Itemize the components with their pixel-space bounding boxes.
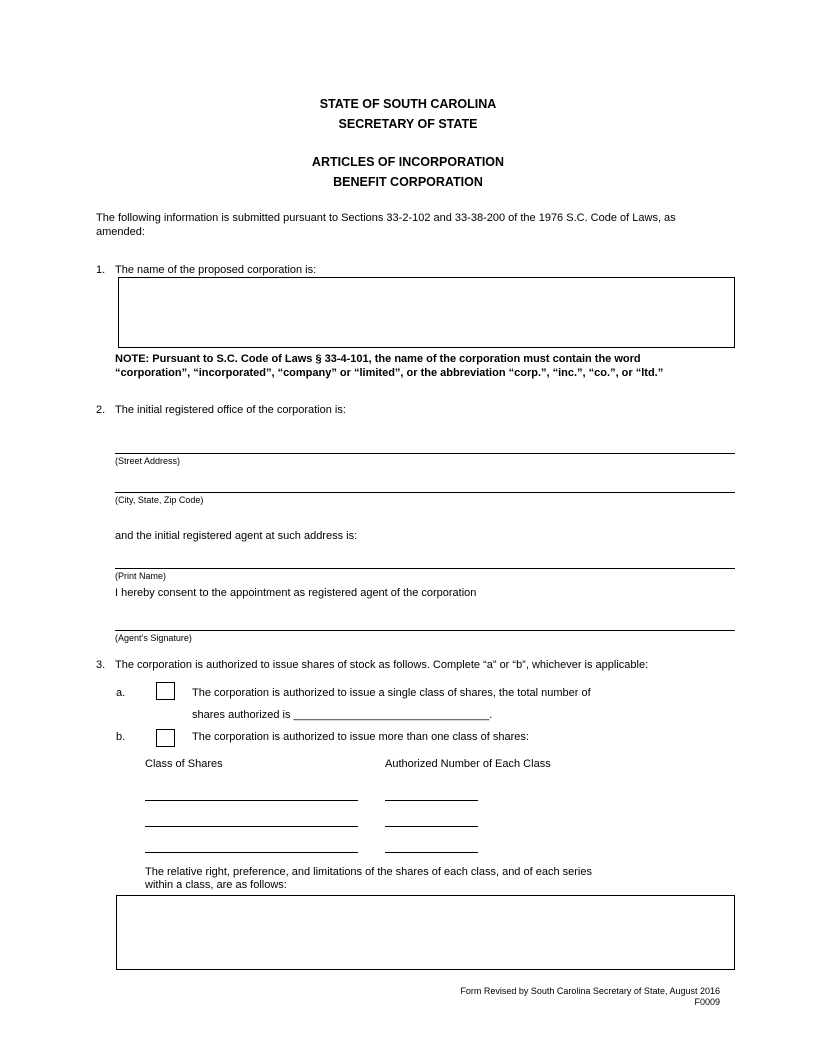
intro-line-1: The following information is submitted pursuant to Sections 33-2-102 and 33-38-200 of the 1976 S.C. Code of Laws, as	[96, 212, 676, 224]
registered-agent-label: and the initial registered agent at such address is:	[115, 530, 358, 542]
corporation-name-input[interactable]	[119, 278, 734, 347]
form-revision-note: Form Revised by South Carolina Secretary of State, August 2016	[460, 986, 720, 996]
form-title: ARTICLES OF INCORPORATION	[311, 155, 505, 169]
class-of-shares-header: Class of Shares	[145, 758, 223, 770]
option-a-text-line-1: The corporation is authorized to issue a single class of shares, the total number of	[192, 687, 591, 699]
class-of-shares-line-2[interactable]	[145, 826, 358, 827]
share-rights-box[interactable]	[116, 895, 735, 970]
share-rights-input[interactable]	[117, 896, 734, 969]
authorized-number-line-1[interactable]	[385, 800, 478, 801]
agent-signature-caption: (Agent’s Signature)	[115, 633, 192, 643]
class-of-shares-line-1[interactable]	[145, 800, 358, 801]
intro-line-2: amended:	[96, 226, 145, 238]
section-3-label: The corporation is authorized to issue shares of stock as follows. Complete “a” or “b”, whichever is applicable:	[115, 659, 649, 671]
authorized-number-line-3[interactable]	[385, 852, 478, 853]
print-name-line[interactable]	[115, 568, 735, 569]
section-1-label: The name of the proposed corporation is:	[115, 264, 317, 276]
street-address-line[interactable]	[115, 453, 735, 454]
city-state-zip-caption: (City, State, Zip Code)	[115, 495, 204, 505]
option-a-checkbox[interactable]	[156, 682, 175, 700]
rights-text-line-1: The relative right, preference, and limitations of the shares of each class, and of each series	[145, 866, 592, 878]
print-name-caption: (Print Name)	[115, 571, 167, 581]
secretary-heading: SECRETARY OF STATE	[338, 117, 478, 131]
form-id: F0009	[694, 997, 720, 1007]
state-heading: STATE OF SOUTH CAROLINA	[319, 97, 497, 111]
option-b-text: The corporation is authorized to issue more than one class of shares:	[192, 731, 529, 743]
city-state-zip-line[interactable]	[115, 492, 735, 493]
option-a-text-line-2: shares authorized is ________________________________.	[192, 709, 493, 721]
option-b-checkbox[interactable]	[156, 729, 175, 747]
agent-signature-line[interactable]	[115, 630, 735, 631]
section-2-label: The initial registered office of the corporation is:	[115, 404, 346, 416]
form-subtitle: BENEFIT CORPORATION	[333, 175, 483, 189]
name-note-line-2: “corporation”, “incorporated”, “company” or “limited”, or the abbreviation “corp.”, “inc.”, “co.”, or “ltd.”	[115, 367, 664, 379]
agent-consent-text: I hereby consent to the appointment as registered agent of the corporation	[115, 587, 477, 599]
section-3-number: 3.	[96, 659, 106, 671]
section-1-number: 1.	[96, 264, 106, 276]
corporation-name-box[interactable]	[118, 277, 735, 348]
section-2-number: 2.	[96, 404, 106, 416]
authorized-number-header: Authorized Number of Each Class	[385, 758, 551, 770]
authorized-number-line-2[interactable]	[385, 826, 478, 827]
class-of-shares-line-3[interactable]	[145, 852, 358, 853]
rights-text-line-2: within a class, are as follows:	[145, 879, 287, 891]
option-b-letter: b.	[116, 731, 126, 743]
option-a-letter: a.	[116, 687, 126, 699]
street-address-caption: (Street Address)	[115, 456, 181, 466]
name-note-line-1: NOTE: Pursuant to S.C. Code of Laws § 33-4-101, the name of the corporation must contain the word	[115, 353, 641, 365]
